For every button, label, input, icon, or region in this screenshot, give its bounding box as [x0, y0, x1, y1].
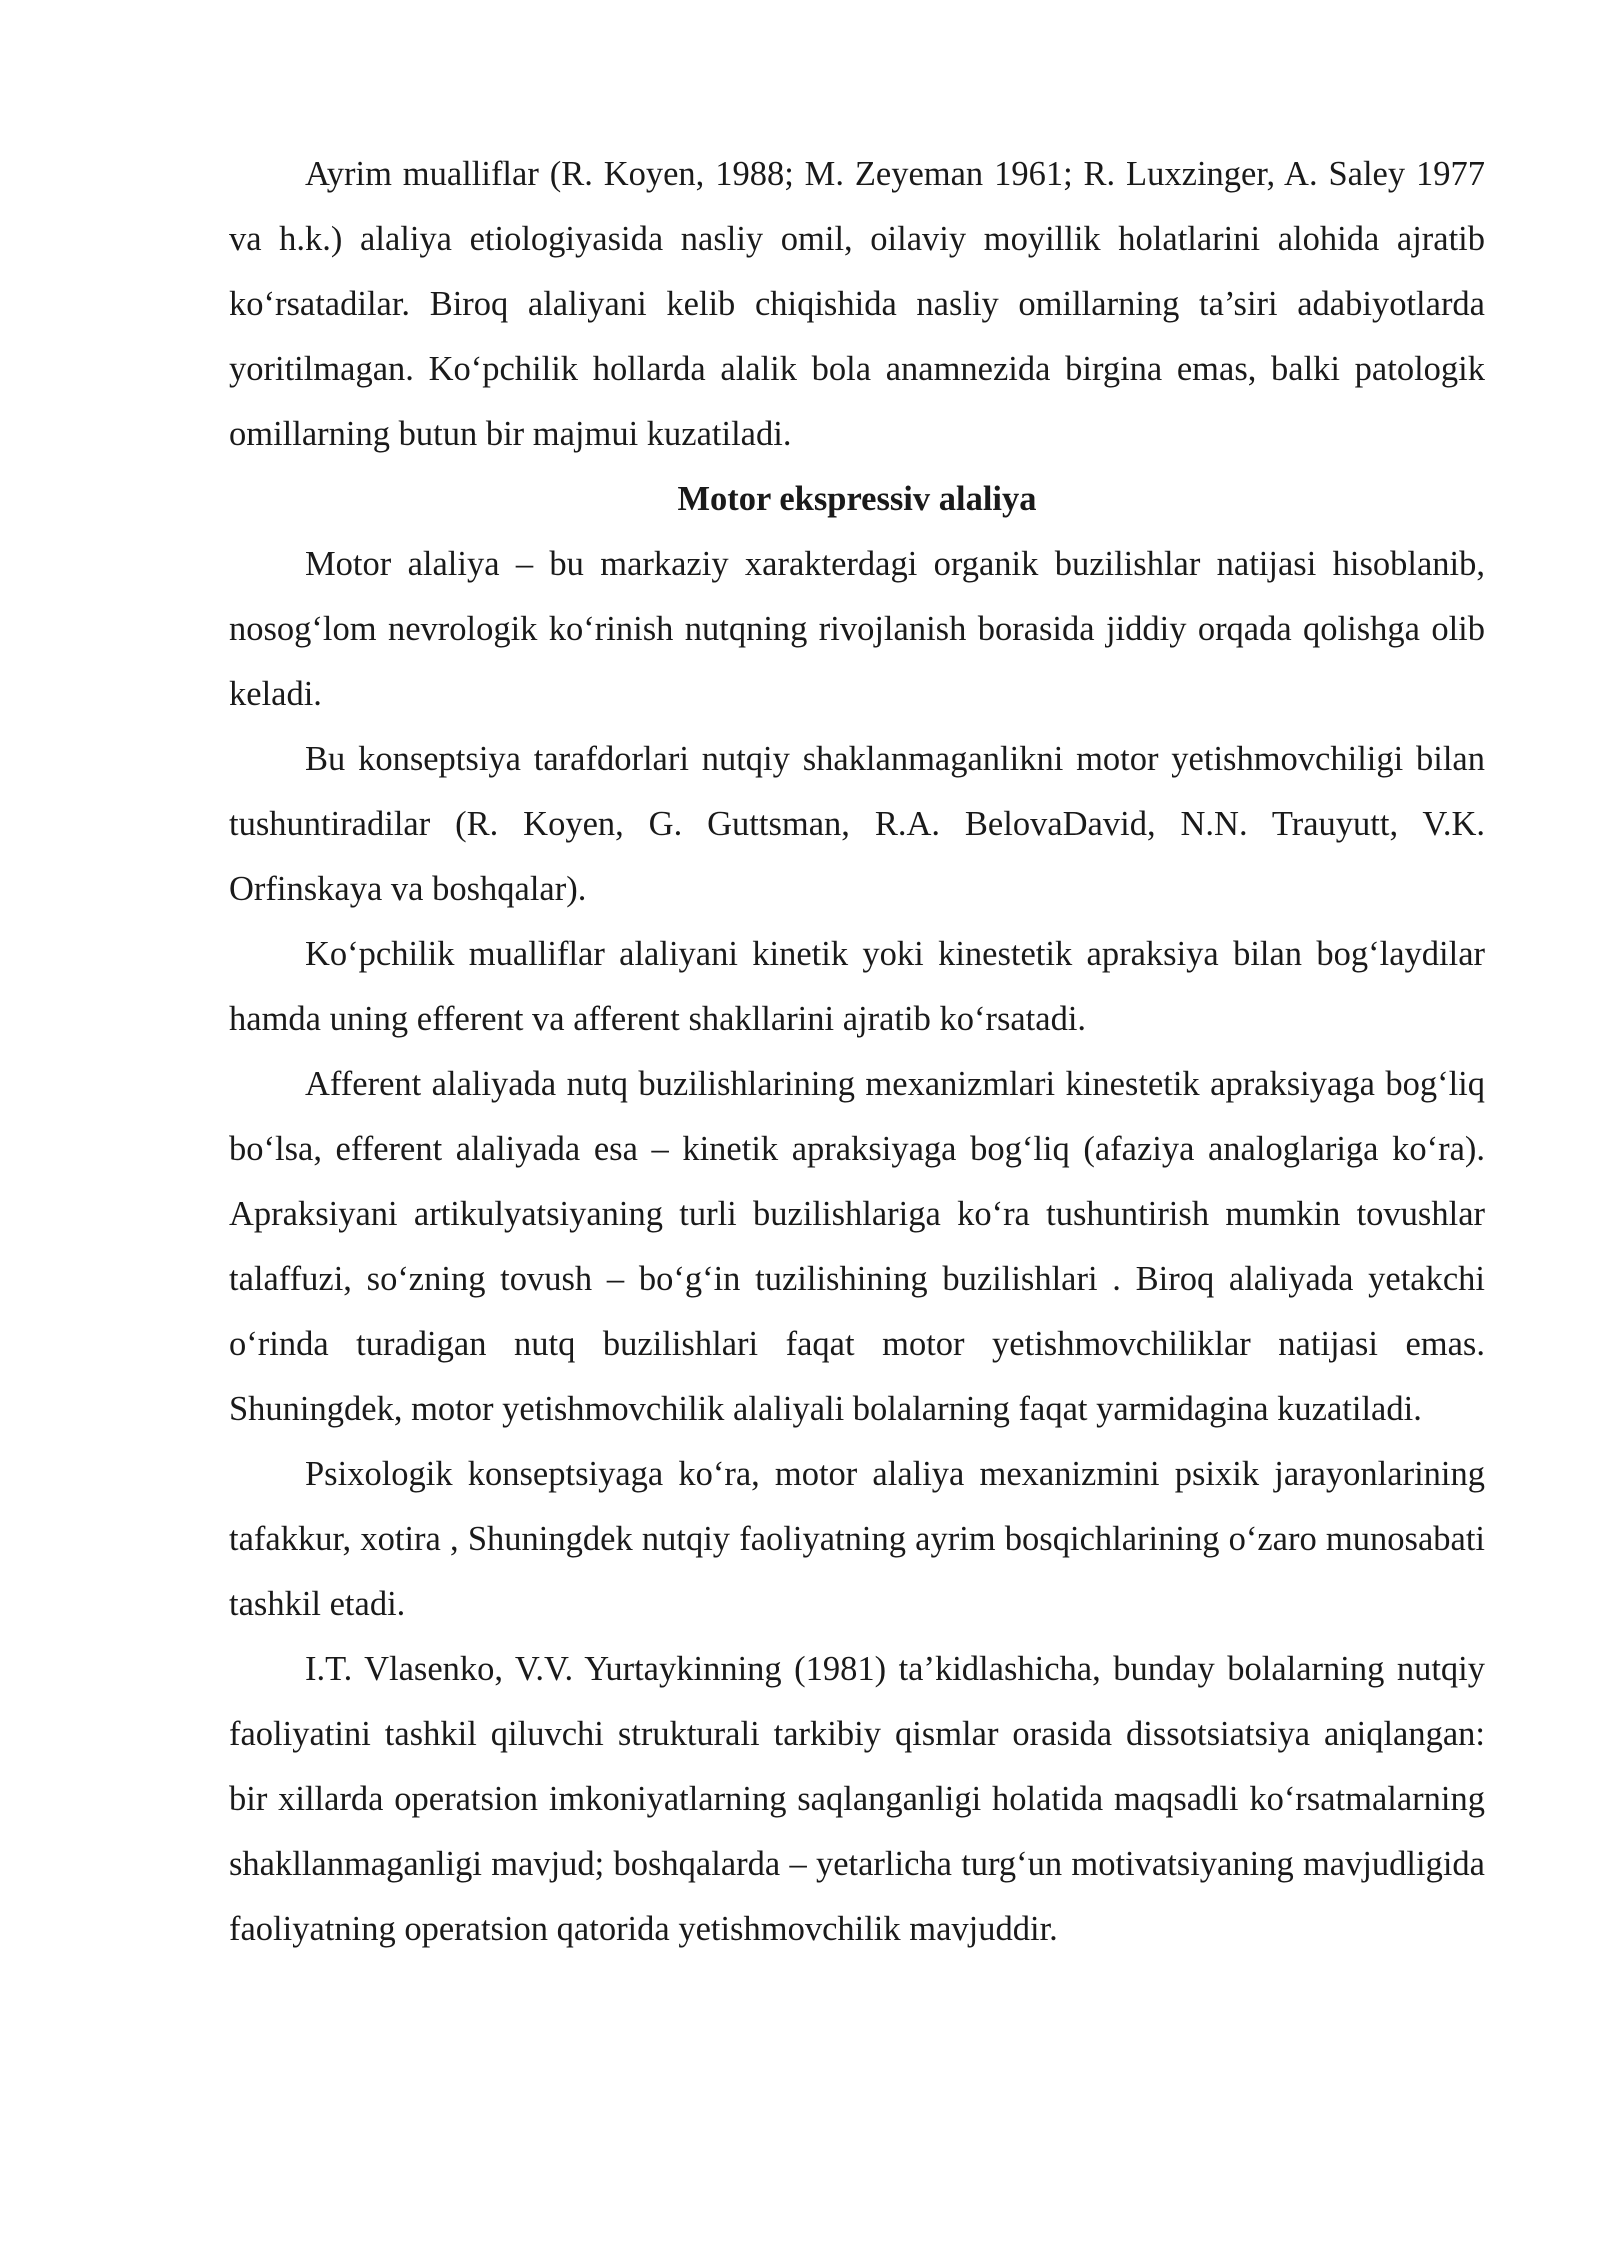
- document-body: [229, 142, 1485, 1962]
- paragraph-apraxia: Ko‘pchilik mualliflar alaliyani kinetik yoki kinestetik apraksiya bilan bog‘laydilar hamda uning efferent va afferent shakllarini ajratib ko‘rsatadi.: [229, 935, 1485, 1038]
- paragraph-motor-alalia-definition: Motor alaliya – bu markaziy xarakterdagi organik buzilishlar natijasi hisoblanib, nosog‘lom nevrologik ko‘rinish nutqning rivojlanish borasida jiddiy orqada qolishga olib keladi.: [229, 545, 1485, 713]
- section-heading: Motor ekspressiv alaliya: [677, 480, 1037, 518]
- paragraph-vlasenko: I.T. Vlasenko, V.V. Yurtaykinning (1981) ta’kidlashicha, bunday bolalarning nutqiy faoliyatini tashkil qiluvchi strukturali tarkibiy qismlar orasida dissotsiatsiya aniqlangan: bir xillarda operatsion imkoniyatlarning saqlanganligi holatida maqsadli ko‘rsatmalarning shakllanmaganligi mavjud; boshqalarda – yetarlicha turg‘un motivatsiyaning mavjudligida faoliyatning operatsion qatorida yetishmovchilik mavjuddir.: [229, 1650, 1485, 1948]
- paragraph-concept-supporters: Bu konseptsiya tarafdorlari nutqiy shaklanmaganlikni motor yetishmovchiligi bilan tushuntiradilar (R. Koyen, G. Guttsman, R.A. BelovaDavid, N.N. Trauyutt, V.K. Orfinskaya va boshqalar).: [229, 740, 1485, 908]
- paragraph-psychological-concept: Psixologik konseptsiyaga ko‘ra, motor alaliya mexanizmini psixik jarayonlarining tafakkur, xotira , Shuningdek nutqiy faoliyatning ayrim bosqichlarining o‘zaro munosabati tashkil etadi.: [229, 1455, 1485, 1623]
- paragraph-etiology: Ayrim mualliflar (R. Koyen, 1988; M. Zeyeman 1961; R. Luxzinger, A. Saley 1977 va h.k.) alaliya etiologiyasida nasliy omil, oilaviy moyillik holatlarini alohida ajratib ko‘rsatadilar. Biroq alaliyani kelib chiqishida nasliy omillarning ta’siri adabiyotlarda yoritilmagan. Ko‘pchilik hollarda alalik bola anamnezida birgina emas, balki patologik omillarning butun bir majmui kuzatiladi.: [229, 155, 1485, 453]
- paragraph-afferent-efferent: Afferent alaliyada nutq buzilishlarining mexanizmlari kinestetik apraksiyaga bog‘liq bo‘lsa, efferent alaliyada esa – kinetik apraksiyaga bog‘liq (afaziya analoglariga ko‘ra). Apraksiyani artikulyatsiyaning turli buzilishlariga ko‘ra tushuntirish mumkin tovushlar talaffuzi, so‘zning tovush – bo‘g‘in tuzilishining buzilishlari . Biroq alaliyada yetakchi o‘rinda turadigan nutq buzilishlari faqat motor yetishmovchiliklar natijasi emas. Shuningdek, motor yetishmovchilik alaliyali bolalarning faqat yarmidagina kuzatiladi.: [229, 1065, 1485, 1428]
